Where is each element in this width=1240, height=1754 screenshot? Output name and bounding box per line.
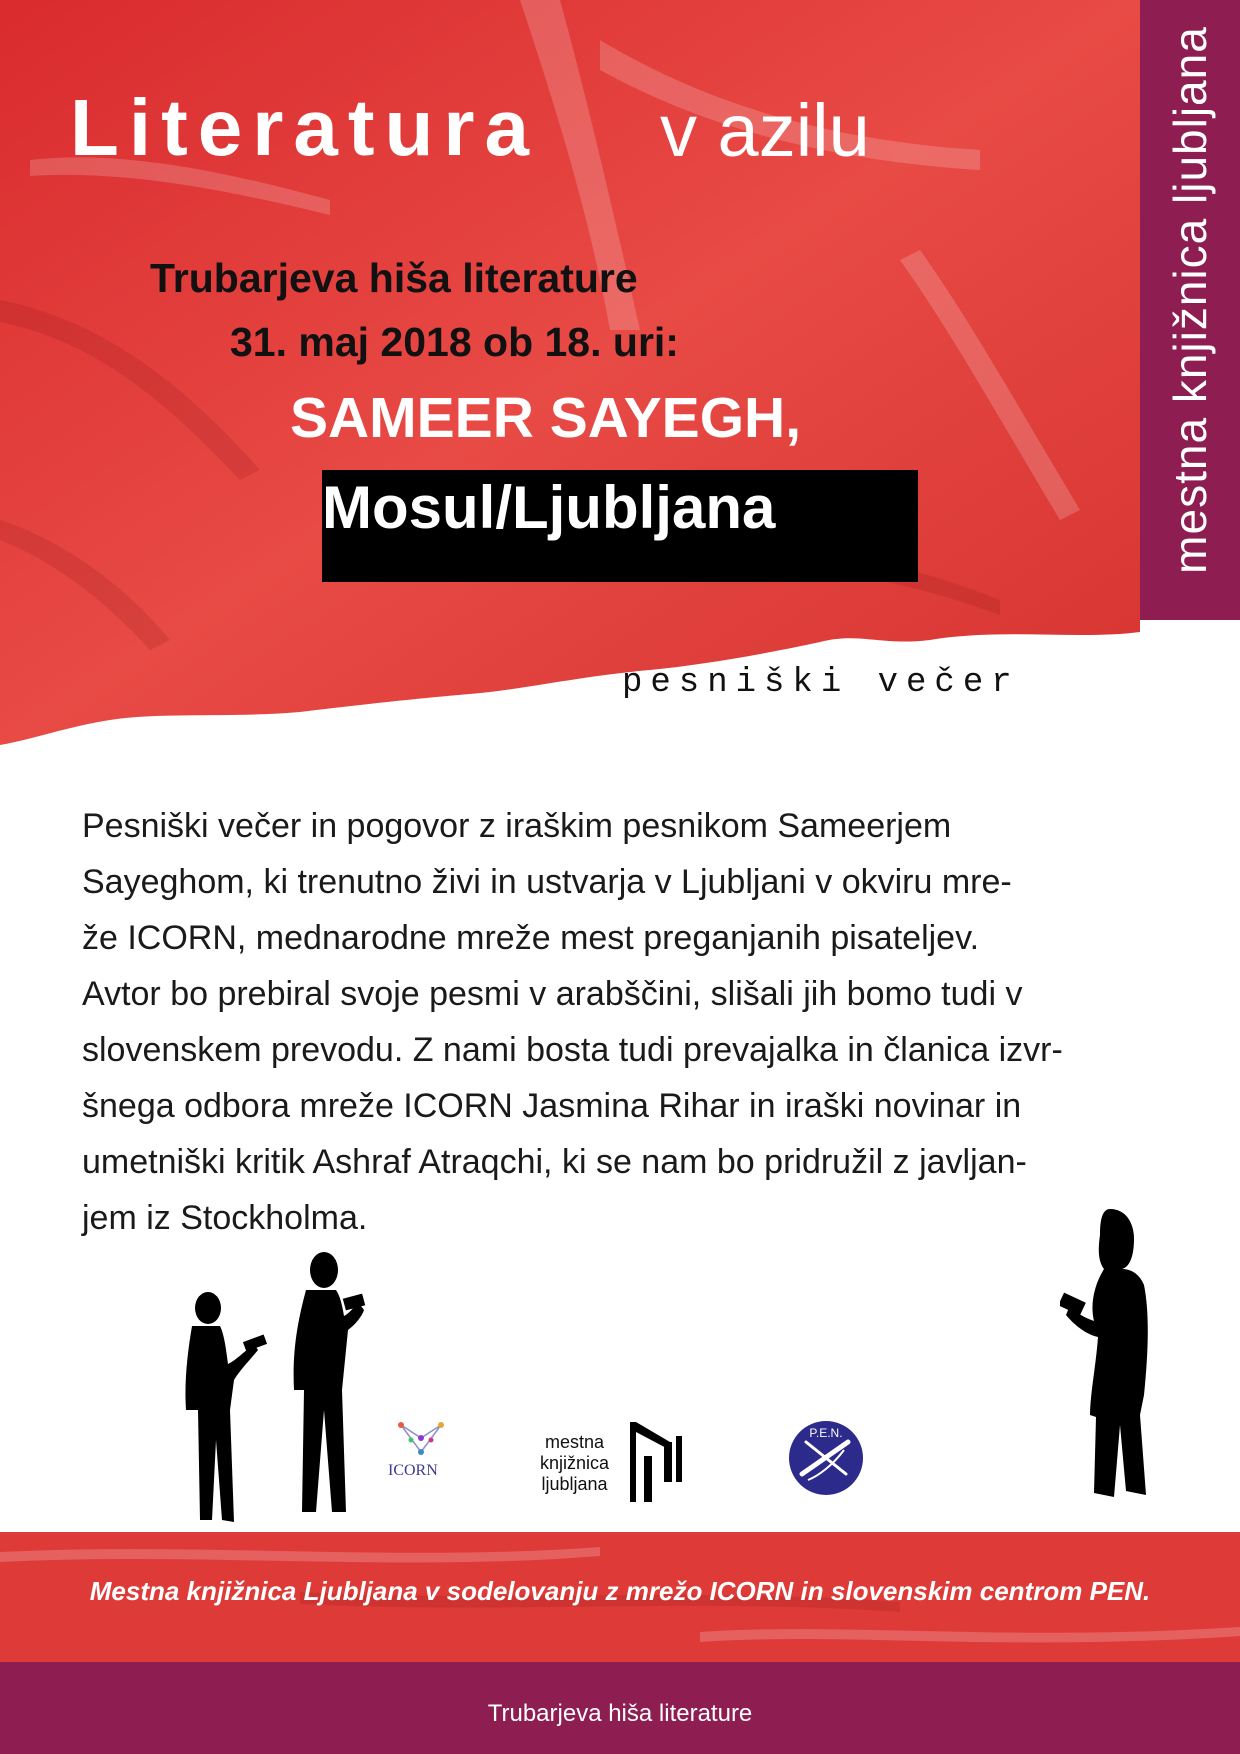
speaker-place-text: Mosul/Ljubljana <box>322 474 776 541</box>
description-line: umetniški kritik Ashraf Atraqchi, ki se nam bo pridružil z javljan- <box>82 1143 1027 1181</box>
speaker-place <box>322 474 918 541</box>
description-line: slovenskem prevodu. Z nami bosta tudi prevajalka in članica izvr- <box>82 1031 1063 1069</box>
reader-silhouette-right <box>1060 1205 1170 1500</box>
icorn-logo-label: ICORN <box>388 1462 438 1479</box>
icorn-logo-icon <box>396 1420 446 1460</box>
mkl-line: mestna <box>545 1432 605 1452</box>
description-line: Sayeghom, ki trenutno živi in ustvarja v Ljubljani v okviru mre- <box>82 863 1012 901</box>
reader-silhouette-left <box>170 1290 270 1530</box>
pen-logo-label: P.E.N. <box>809 1426 843 1440</box>
title-main: Literatura <box>70 83 539 172</box>
event-venue: Trubarjeva hiša literature <box>150 255 638 301</box>
side-label-text: mestna knjižnica ljubljana <box>1164 26 1216 574</box>
description-line: jem iz Stockholma. <box>82 1199 368 1237</box>
mkl-line: ljubljana <box>541 1474 608 1494</box>
side-label <box>1140 0 1240 620</box>
description-line: Avtor bo prebiral svoje pesmi v arabščini, slišali jih bomo tudi v <box>82 975 1023 1013</box>
event-description <box>82 798 1162 1246</box>
reader-silhouette-center <box>278 1250 368 1520</box>
description-line: Pesniški večer in pogovor z iraškim pesnikom Sameerjem <box>82 807 952 845</box>
footer-venue: Trubarjeva hiša literature <box>487 1700 753 1727</box>
speaker-name: SAMEER SAYEGH, <box>290 386 802 450</box>
description-line: že ICORN, mednarodne mreže mest preganjanih pisateljev. <box>82 919 980 957</box>
mkl-logo-text <box>540 1432 609 1495</box>
mkl-logo-icon <box>630 1422 686 1502</box>
title-rest: v azilu <box>660 89 870 172</box>
event-datetime: 31. maj 2018 ob 18. uri: <box>230 319 679 365</box>
description-line: šnega odbora mreže ICORN Jasmina Rihar in iraški novinar in <box>82 1087 1022 1125</box>
mkl-line: knjižnica <box>540 1453 610 1473</box>
footer-credit: Mestna knjižnica Ljubljana v sodelovanju z mrežo ICORN in slovenskim centrom PEN. <box>89 1576 1151 1606</box>
event-subtitle: pesniški večer <box>622 664 1020 702</box>
